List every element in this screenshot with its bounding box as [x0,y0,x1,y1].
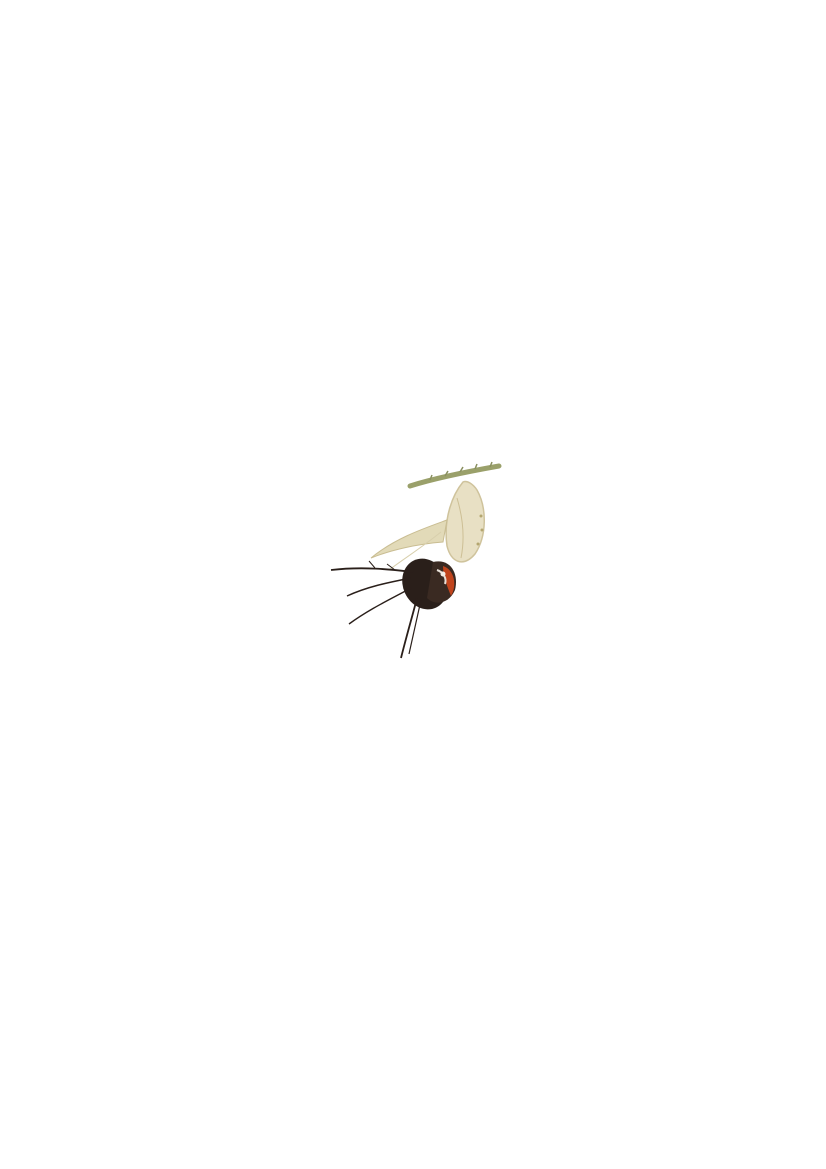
twig [410,466,499,486]
shell-flap [371,520,447,558]
butterfly-chrysalis-illustration [325,458,505,663]
chrysalis-shell [446,481,484,561]
butterfly-emerging-from-chrysalis-icon [325,458,505,663]
